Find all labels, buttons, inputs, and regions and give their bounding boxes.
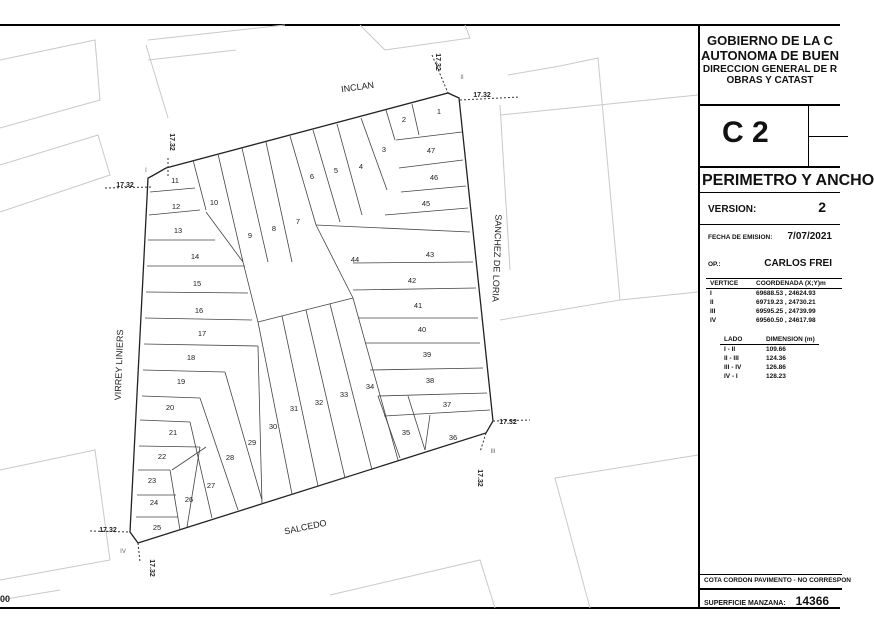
parcel-number: 39 <box>422 350 432 359</box>
parcel-number: 47 <box>426 146 436 155</box>
parcel-number: 45 <box>421 199 431 208</box>
parcel-number: 29 <box>247 438 257 447</box>
parcel-number: 31 <box>289 404 299 413</box>
parcel-number: 11 <box>171 176 179 185</box>
street-name-east: SANCHEZ DE LORIA <box>490 214 504 303</box>
operator-label: OP.: <box>708 261 721 268</box>
parcel-lines <box>136 104 490 530</box>
header-line-3: DIRECCION GENERAL DE R <box>702 63 838 75</box>
plan-code-box <box>700 106 840 168</box>
parcel-number: 2 <box>401 115 407 124</box>
parcel-number: 25 <box>152 523 162 532</box>
panel-title: PERIMETRO Y ANCHO <box>700 168 840 193</box>
side-length: 109.66 <box>766 346 786 353</box>
neighbour-blocks <box>0 25 698 608</box>
parcel-number: 43 <box>425 250 435 259</box>
street-width-label: 17.32 <box>499 419 517 426</box>
parcel-number: 5 <box>333 166 339 175</box>
table-row <box>720 363 819 372</box>
parcel-number: 18 <box>186 353 196 362</box>
vertex-coord: 69560.50 , 24617.98 <box>756 317 816 324</box>
emission-value: 7/07/2021 <box>787 231 832 242</box>
street-width-label: 17.32 <box>116 182 134 189</box>
emission-label: FECHA DE EMISION: <box>708 234 773 241</box>
side-length: 124.36 <box>766 355 786 362</box>
version-label: VERSION: <box>708 204 757 215</box>
parcel-number: 4 <box>358 162 364 171</box>
operator-value: CARLOS FREI <box>764 258 832 269</box>
parcel-number: 24 <box>149 498 159 507</box>
parcel-number: 21 <box>168 428 178 437</box>
parcel-number: 1 <box>436 107 442 116</box>
parcel-number: 9 <box>247 231 253 240</box>
parcel-number: 6 <box>309 172 315 181</box>
side-id: I - II <box>724 346 736 353</box>
parcel-number: 40 <box>417 325 427 334</box>
street-name-south: SALCEDO <box>283 517 328 537</box>
side-id: IV - I <box>724 373 738 380</box>
side-length: 126.86 <box>766 364 786 371</box>
scale-fragment: 00 <box>0 594 11 604</box>
surface-row <box>700 588 842 612</box>
parcel-number: 17 <box>197 329 207 338</box>
parcel-number: 35 <box>401 428 411 437</box>
parcel-number: 33 <box>339 390 349 399</box>
parcel-number: 46 <box>429 173 439 182</box>
street-width-label: 17.32 <box>476 469 483 487</box>
coord-col-header: COORDENADA (X;Y)m <box>752 279 842 289</box>
plan-code: C 2 <box>722 116 769 149</box>
parcel-number: 36 <box>448 433 458 442</box>
parcel-number: 14 <box>190 252 200 261</box>
parcel-number: 34 <box>365 382 375 391</box>
table-row <box>706 298 842 307</box>
table-row <box>706 289 842 299</box>
vertex-coord: 69719.23 , 24730.21 <box>756 299 816 306</box>
parcel-number: 37 <box>442 400 452 409</box>
street-name-north: INCLAN <box>340 79 375 95</box>
vertex-mark: II <box>460 75 464 81</box>
side-id: III - IV <box>724 364 742 371</box>
street-name-west: VIRREY LINIERS <box>112 329 126 401</box>
parcel-number: 27 <box>206 481 216 490</box>
authority-header <box>700 26 840 106</box>
sides-table-header <box>720 335 819 345</box>
surface-label: SUPERFICIE MANZANA: <box>704 600 786 607</box>
parcel-number: 10 <box>209 198 219 207</box>
vertex-id: III <box>710 308 716 315</box>
parcel-number: 3 <box>381 145 387 154</box>
header-line-2: AUTONOMA DE BUEN <box>701 47 839 63</box>
emission-row <box>700 224 840 245</box>
sides-table <box>720 335 819 381</box>
operator-row <box>700 255 840 272</box>
parcel-number: 41 <box>413 301 423 310</box>
table-row <box>720 345 819 355</box>
parcel-number: 19 <box>176 377 186 386</box>
version-row <box>700 193 840 218</box>
parcel-number: 38 <box>425 376 435 385</box>
side-length: 128.23 <box>766 373 786 380</box>
vertex-col-header: VERTICE <box>706 279 752 289</box>
vertex-mark: I <box>145 168 147 174</box>
parcel-number: 16 <box>194 306 204 315</box>
table-row <box>706 316 842 325</box>
parcel-number: 23 <box>147 476 157 485</box>
header-line-4: OBRAS Y CATAST <box>726 75 814 87</box>
street-width-label: 17.32 <box>148 559 155 577</box>
parcel-number: 13 <box>173 226 183 235</box>
street-width-label: 17.32 <box>434 53 441 71</box>
vertex-coord: 69595.25 , 24739.99 <box>756 308 816 315</box>
parcel-number: 22 <box>157 452 167 461</box>
vertex-id: IV <box>710 317 717 324</box>
table-row <box>720 372 819 381</box>
street-width-label: 17.32 <box>99 527 117 534</box>
vertex-id: II <box>710 299 714 306</box>
vertex-coord: 69688.53 , 24624.93 <box>756 290 816 297</box>
vertex-table-header <box>706 279 842 289</box>
table-row <box>720 354 819 363</box>
parcel-number: 8 <box>271 224 277 233</box>
parcel-number: 26 <box>184 495 194 504</box>
dimension-col-header: DIMENSION (m) <box>762 335 819 345</box>
cota-note: COTA CORDON PAVIMENTO - NO CORRESPON <box>700 574 842 586</box>
vertex-mark: III <box>490 449 496 455</box>
parcel-number: 7 <box>295 217 301 226</box>
street-width-label: 17.32 <box>168 133 175 151</box>
parcel-number: 12 <box>171 202 181 211</box>
version-value: 2 <box>818 199 826 215</box>
code-divider-horizontal <box>808 136 848 137</box>
parcel-number: 15 <box>192 279 202 288</box>
parcel-number: 20 <box>165 403 175 412</box>
side-col-header: LADO <box>720 335 762 345</box>
vertex-table <box>706 278 842 325</box>
parcel-number: 28 <box>225 453 235 462</box>
header-line-1: GOBIERNO DE LA C <box>707 33 833 48</box>
vertex-mark: IV <box>120 549 126 555</box>
parcel-number: 30 <box>268 422 278 431</box>
parcel-number: 42 <box>407 276 417 285</box>
surface-value: 14366 <box>795 594 830 608</box>
parcel-number: 44 <box>350 255 360 264</box>
parcel-number: 32 <box>314 398 324 407</box>
street-width-label: 17.32 <box>473 92 491 99</box>
table-row <box>706 307 842 316</box>
title-block <box>698 26 874 608</box>
vertex-id: I <box>710 290 712 297</box>
side-id: II - III <box>724 355 739 362</box>
